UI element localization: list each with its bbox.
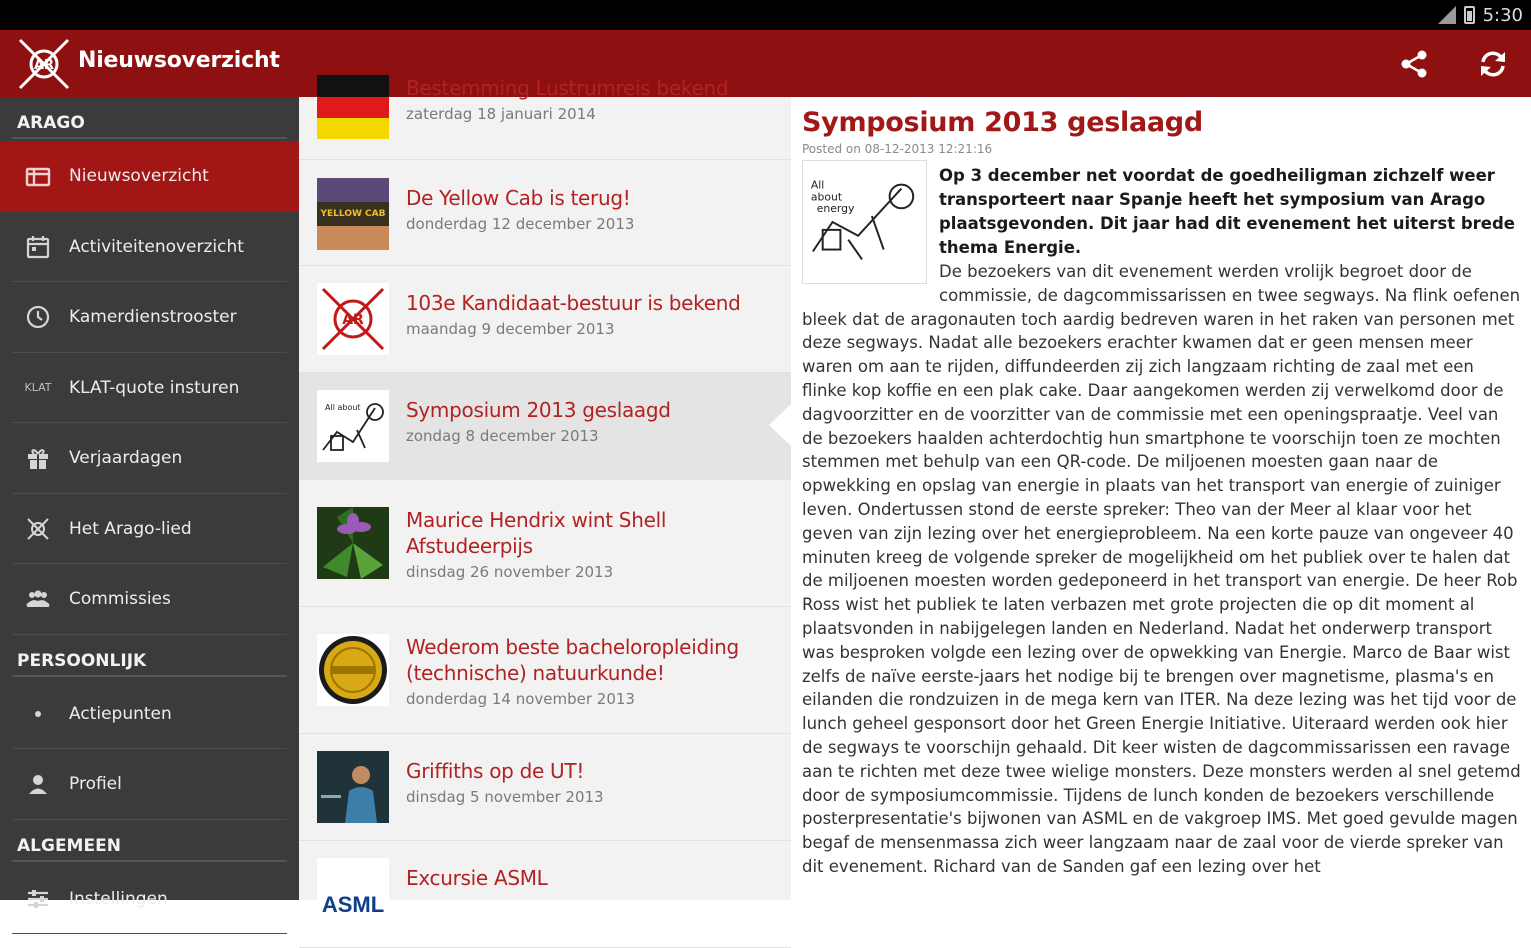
news-date: dinsdag 26 november 2013: [406, 563, 614, 581]
status-bar: [0, 0, 1531, 30]
news-title: De Yellow Cab is terug!: [406, 186, 631, 210]
dot-icon: [20, 696, 56, 732]
news-title: Bestemming Lustrumreis bekend: [406, 76, 729, 100]
news-item[interactable]: [299, 160, 791, 266]
news-title: Excursie ASML: [406, 866, 548, 890]
news-item-selected[interactable]: [299, 373, 791, 480]
refresh-icon: [1477, 48, 1509, 80]
news-date: donderdag 12 december 2013: [406, 215, 635, 233]
news-item[interactable]: [299, 75, 791, 160]
drawer-item-label: Actiepunten: [69, 703, 172, 724]
drawer-item-label: Activiteitenoverzicht: [69, 236, 244, 257]
page-title: Nieuwsoverzicht: [78, 48, 280, 73]
group-icon: [20, 581, 56, 617]
settings-sliders-icon: [20, 881, 56, 917]
news-date: donderdag 14 november 2013: [406, 690, 635, 708]
share-button[interactable]: [1394, 44, 1434, 84]
article-detail: [791, 97, 1531, 900]
drawer-item-label: Profiel: [69, 774, 122, 795]
share-icon: [1398, 48, 1430, 80]
news-title: Wederom beste bacheloropleiding (technische) natuurkunde!: [406, 635, 739, 685]
person-icon: [20, 766, 56, 802]
news-thumbnail-flower: [317, 507, 389, 579]
drawer-item-label: Nieuwsoverzicht: [69, 166, 209, 187]
news-item[interactable]: [299, 607, 791, 734]
news-thumbnail-flag: [317, 75, 389, 139]
news-item[interactable]: [299, 266, 791, 373]
news-thumbnail-yellowcab: YELLOW CAB: [317, 178, 389, 250]
article-title: Symposium 2013 geslaagd: [802, 107, 1203, 138]
refresh-button[interactable]: [1473, 44, 1513, 84]
news-date: zaterdag 18 januari 2014: [406, 105, 596, 123]
article-body: De bezoekers van dit evenement werden vrolijk begroet door de commissie, de dagcommissarissen en twee segways. Na flink oefenen bleek dat de aragonauten toch aardig bedreven waren in het raken van personen met deze segways. Nadat alle bezoekers erachter kwamen dat er geen mensen meer waren om aan te rijden, diffundeerden zij zich langzaam richting de zaal met een flinke kop koffie en een plak cake. Daar aangekomen werden zij verwelkomd door de dagvoorzitter en de voorzitter van de commissie met een openingspraatje. Veel van de bezoekers haalden achterdochtig hun smartphone te voorschijn toen ze mochten stemmen met behulp van een QR-code. De miljoenen moesten gaan naar de opwekking en opslag van energie in plaats van het transport van energie of zuiniger leven. Ondertussen stond de eerste spreker: Theo van der Meer al klaar voor het geven van zijn lezing over het energieprobleem. Na een korte pauze van ongeveer 40 minuten kreeg de volgende spreker de mogelijkheid om het publiek over te halen dat de miljoenen moesten worden gedeponeerd in het transport van energie. De heer Rob Ross wist het publiek te laten verbazen met grote projecten die op dit moment al plaatsvonden in nabijgelegen landen en Nederland. Nadat het onderwerp transport was besproken volgde een lezing over de opwekking van Energie. Marco de Baar wist zelfs de naïve eerste-jaars het nodige bij te brengen over magnetisme, plasma's en eilanden die rondzuizen in de mega kern van ITER. Na deze lezing was het tijd voor de lunch geheel gesponsort door het Green Energie Initiative. Uiteraard werden ook hier de segways te voorschijn gehaald. Dit keer wisten de dagcommissarissen een ravage aan te richten met deze twee wielige monsters. Deze monsters werden al snel getemd door de symposiumcommissie. Tijdens de lunch konden de bezoekers verschillende posterpresentatie's bijwonen van ASML en de vakgroep IMS. Met goed gevulde magen begaf de mensenmassa zich weer langzaam naar de zaal voor de vierde spreker van dit evenement. Richard van de Sanden gaf een lezing over het: [802, 262, 1521, 876]
navigation-drawer: [0, 97, 299, 909]
section-header-persoonlijk: PERSOONLIJK: [0, 635, 299, 679]
asml-logo-text: ASML: [321, 892, 385, 917]
arago-logo-icon[interactable]: [14, 34, 74, 94]
news-thumbnail-badge: [317, 634, 389, 706]
news-date: maandag 9 december 2013: [406, 320, 615, 338]
svg-text:All about: All about: [325, 403, 361, 412]
news-title: 103e Kandidaat-bestuur is bekend: [406, 291, 741, 315]
drawer-item-verjaardagen[interactable]: [0, 423, 299, 494]
news-thumbnail-arago: [317, 283, 389, 355]
drawer-item-label: Het Arago-lied: [69, 518, 192, 539]
news-title: Maurice Hendrix wint Shell Afstudeerpijs: [406, 508, 667, 558]
news-title: Symposium 2013 geslaagd: [406, 398, 671, 422]
drawer-item-kamerdienstrooster[interactable]: [0, 282, 299, 353]
section-header-arago: ARAGO: [0, 97, 299, 141]
svg-text:All: All: [810, 178, 825, 192]
section-header-algemeen: ALGEMEEN: [0, 820, 299, 864]
drawer-item-arago-lied[interactable]: [0, 494, 299, 565]
svg-text:about: about: [810, 190, 843, 204]
news-date: dinsdag 5 november 2013: [406, 788, 604, 806]
drawer-item-label: Verjaardagen: [69, 448, 183, 469]
drawer-item-label: Commissies: [69, 589, 171, 610]
clock-icon: [20, 299, 56, 335]
drawer-item-label: KLAT-quote insturen: [69, 377, 240, 398]
gift-icon: [20, 440, 56, 476]
calendar-icon: [20, 229, 56, 265]
svg-text:AR: AR: [342, 312, 364, 328]
news-item[interactable]: [299, 734, 791, 841]
selection-pointer: [769, 403, 792, 447]
drawer-item-profiel[interactable]: [0, 749, 299, 820]
drawer-item-instellingen[interactable]: [0, 864, 299, 935]
newspaper-icon: [20, 158, 56, 194]
drawer-item-klat-quote[interactable]: [0, 353, 299, 424]
news-title: Griffiths op de UT!: [406, 759, 585, 783]
news-item[interactable]: [299, 480, 791, 607]
news-thumbnail-photo: [317, 751, 389, 823]
battery-icon: [1464, 6, 1475, 24]
news-item[interactable]: [299, 841, 791, 948]
svg-text:AR: AR: [33, 58, 55, 73]
drawer-item-label: Kamerdienstrooster: [69, 307, 237, 328]
drawer-item-activiteitenoverzicht[interactable]: [0, 212, 299, 283]
news-date: zondag 8 december 2013: [406, 427, 599, 445]
news-list: [299, 76, 791, 917]
news-thumbnail-symposium: [317, 390, 389, 462]
drawer-item-label: Instellingen: [69, 888, 168, 909]
drawer-item-actiepunten[interactable]: [0, 679, 299, 750]
drawer-item-commissies[interactable]: [0, 564, 299, 635]
drawer-item-nieuwsoverzicht[interactable]: [0, 141, 299, 212]
svg-text:energy: energy: [816, 202, 855, 216]
news-thumbnail-asml: [317, 858, 389, 930]
arago-logo-icon: [20, 511, 56, 547]
status-time: 5:30: [1482, 4, 1523, 26]
signal-icon: [1436, 6, 1456, 24]
article-lead: Op 3 december net voordat de goedheiligman zichzelf weer transporteert naar Spanje heeft het symposium van Arago plaatsgevonden. Dit jaar had dit evenement het uiterst brede thema Energie.: [939, 166, 1515, 257]
klat-icon: KLAT: [24, 381, 52, 395]
article-image: [802, 160, 927, 284]
article-posted-date: Posted on 08-12-2013 12:21:16: [802, 142, 993, 156]
